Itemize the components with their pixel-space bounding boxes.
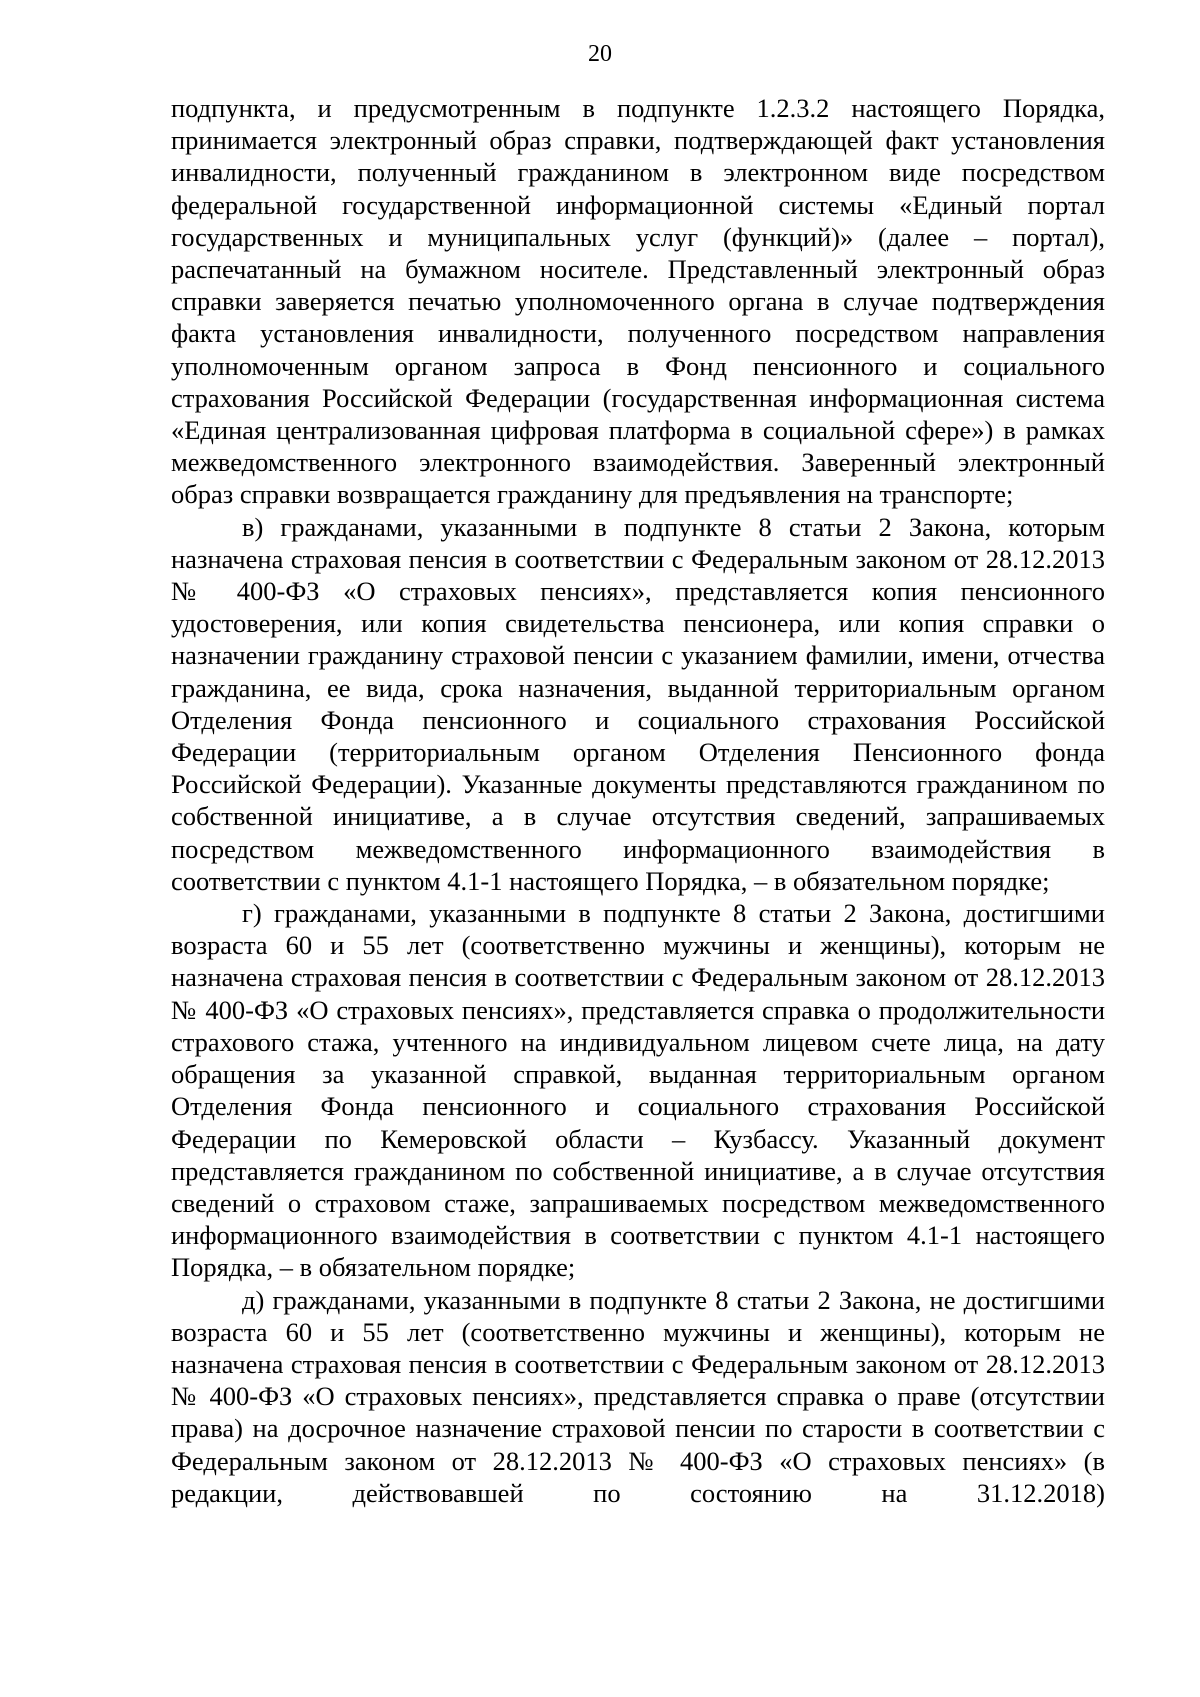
paragraph-disability-certificate: подпункта, и предусмотренным в подпункте 1.2.3.2 настоящего Порядка, принимается электронный образ справки, подтверждающей факт установления инвалидности, полученный гражданином в электронном виде посредством федеральной государственной информационной системы «Единый портал государственных и муниципальных услуг (функций)» (далее – портал), распечатанный на бумажном носителе. Представленный электронный образ справки заверяется печатью уполномоченного органа в случае подтверждения факта установления инвалидности, полученного посредством направления уполномоченным органом запроса в Фонд пенсионного и социального страхования Российской Федерации (государственная информационная система «Единая централизованная цифровая платформа в социальной сфере») в рамках межведомственного электронного взаимодействия. Заверенный электронный образ справки возвращается гражданину для предъявления на транспорте;: [171, 93, 1105, 510]
paragraph-item-d: д) гражданами, указанными в подпункте 8 статьи 2 Закона, не достигшими возраста 60 и 55 лет (соответственно мужчины и женщины), которым не назначена страховая пенсия в соответствии с Федеральным законом от 28.12.2013 № 400-ФЗ «О страховых пенсиях», представляется справка о праве (отсутствии права) на досрочное назначение страховой пенсии по старости в соответствии с Федеральным законом от 28.12.2013 № 400-ФЗ «О страховых пенсиях» (в редакции, действовавшей по состоянию на 31.12.2018): [171, 1284, 1105, 1508]
paragraph-item-g: г) гражданами, указанными в подпункте 8 статьи 2 Закона, достигшими возраста 60 и 55 лет (соответственно мужчины и женщины), которым не назначена страховая пенсия в соответствии с Федеральным законом от 28.12.2013 № 400-ФЗ «О страховых пенсиях», представляется справка о продолжительности страхового стажа, учтенного на индивидуальном лицевом счете лица, на дату обращения за указанной справкой, выданная территориальным органом Отделения Фонда пенсионного и социального страхования Российской Федерации по Кемеровской области – Кузбассу. Указанный документ представляется гражданином по собственной инициативе, а в случае отсутствия сведений о страховом стаже, запрашиваемых посредством межведомственного информационного взаимодействия в соответствии с пунктом 4.1-1 настоящего Порядка, – в обязательном порядке;: [171, 898, 1105, 1283]
paragraph-item-v: в) гражданами, указанными в подпункте 8 статьи 2 Закона, которым назначена страховая пенсия в соответствии с Федеральным законом от 28.12.2013 № 400-ФЗ «О страховых пенсиях», представляется копия пенсионного удостоверения, или копия свидетельства пенсионера, или копия справки о назначении гражданину страховой пенсии с указанием фамилии, имени, отчества гражданина, ее вида, срока назначения, выданной территориальным органом Отделения Фонда пенсионного и социального страхования Российской Федерации (территориальным органом Отделения Пенсионного фонда Российской Федерации). Указанные документы представляются гражданином по собственной инициативе, а в случае отсутствия сведений, запрашиваемых посредством межведомственного информационного взаимодействия в соответствии с пунктом 4.1-1 настоящего Порядка, – в обязательном порядке;: [171, 511, 1105, 896]
document-body: [171, 92, 1105, 1509]
page-number: 20: [588, 41, 612, 67]
